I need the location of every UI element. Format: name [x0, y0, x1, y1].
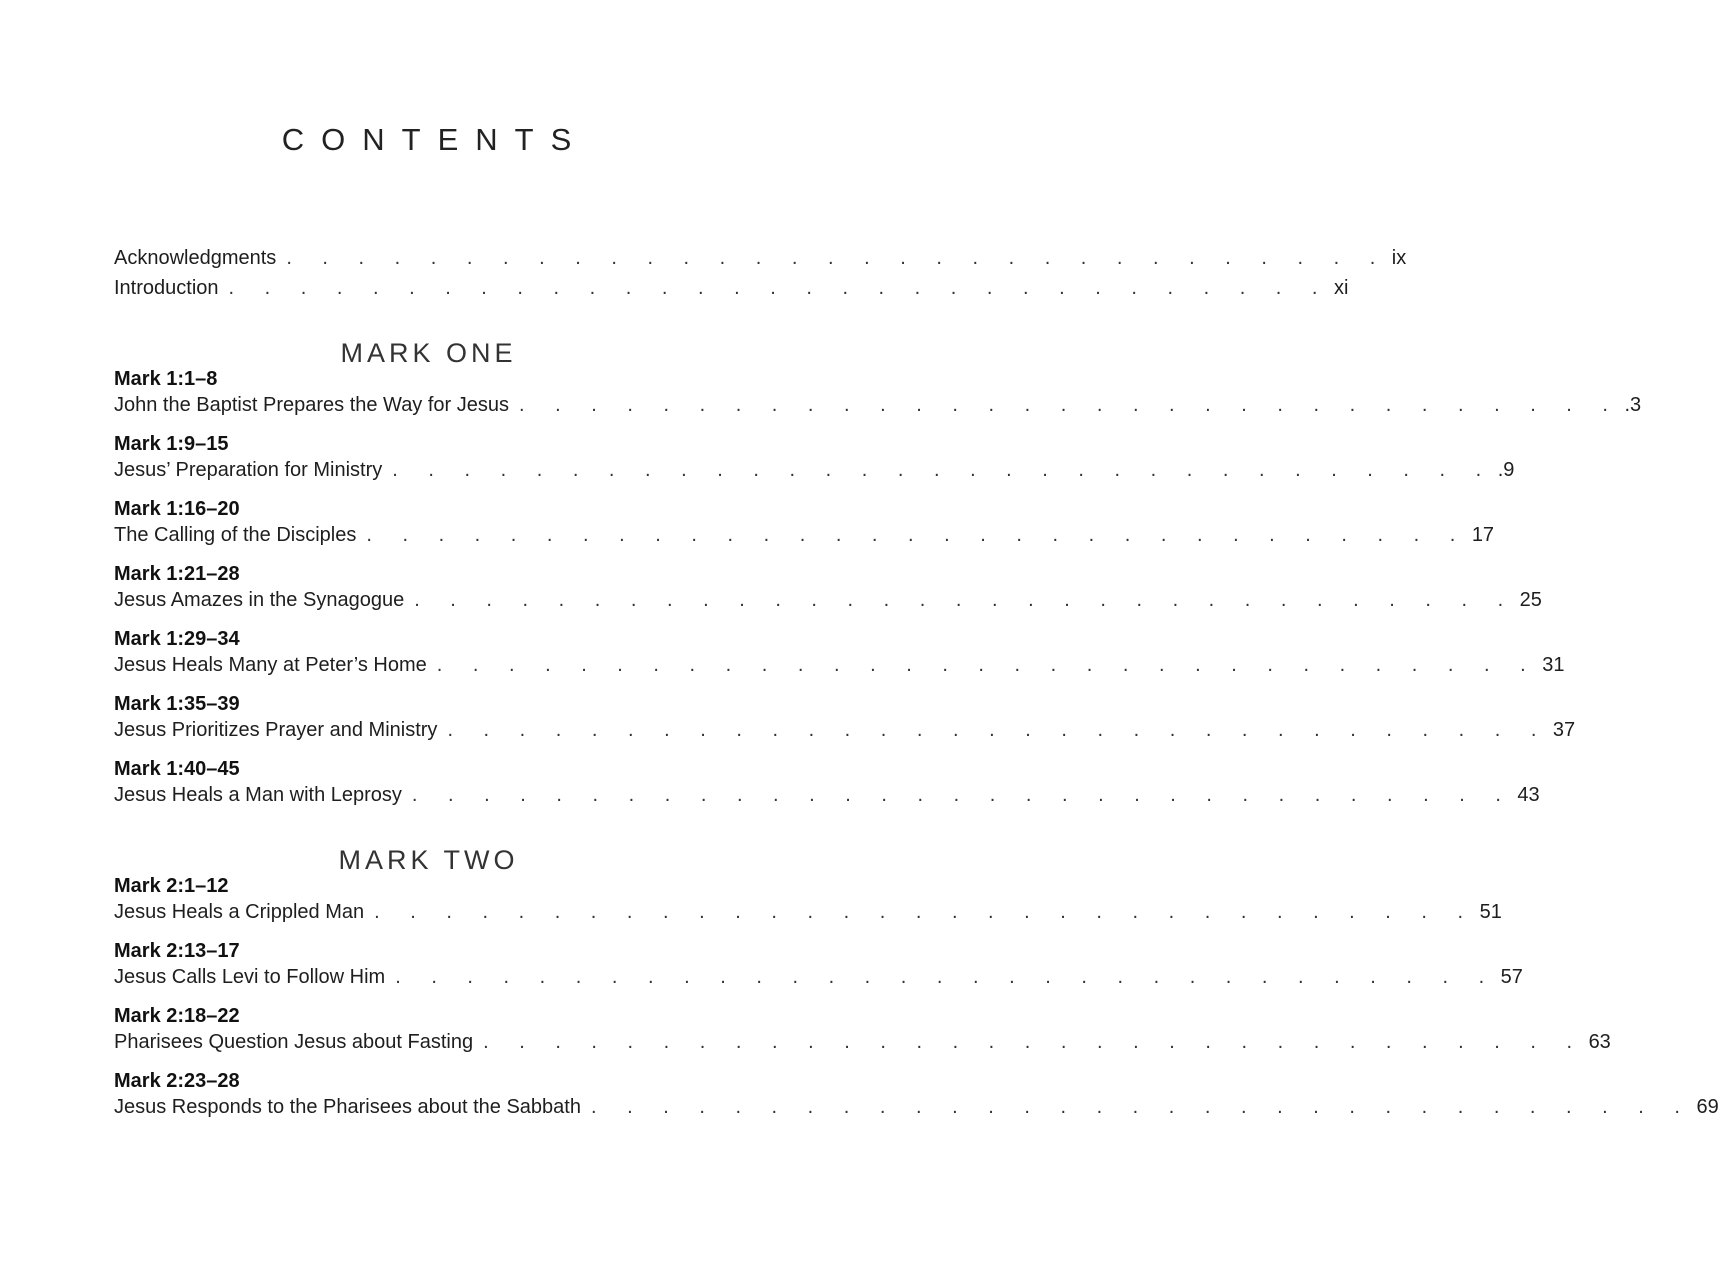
dot-leader: . . . . . . . . . . . . . . . . . . . . . . . . . . . . . . . — [392, 459, 1494, 481]
toc-entry-title: Jesus Heals a Man with Leprosy — [114, 784, 402, 806]
scripture-reference: Mark 2:18–22 — [114, 1005, 240, 1027]
toc-entry-title: Jesus Calls Levi to Follow Him — [114, 966, 386, 988]
scripture-reference: Mark 2:1–12 — [114, 875, 229, 897]
toc-page-number: 17 — [1471, 524, 1495, 546]
scripture-reference: Mark 2:13–17 — [114, 940, 240, 962]
scripture-reference: Mark 1:21–28 — [114, 563, 240, 585]
toc-row — [114, 392, 1642, 418]
dot-leader: . . . . . . . . . . . . . . . . . . . . . . . . . . . . . . . — [286, 247, 1388, 269]
toc-row — [114, 457, 1515, 483]
toc-entry[interactable] — [114, 562, 1542, 613]
dot-leader: . . . . . . . . . . . . . . . . . . . . . . . . . . . . . . . — [483, 1031, 1585, 1053]
toc-entry[interactable] — [114, 692, 1576, 743]
part-heading-mark-two: MARK TWO — [338, 845, 519, 875]
toc-entry[interactable] — [114, 757, 1540, 808]
toc-page-number: 31 — [1542, 654, 1565, 676]
front-matter-list — [114, 243, 1407, 303]
toc-entry-title: Jesus Heals Many at Peter’s Home — [114, 654, 427, 676]
toc-row — [114, 522, 1495, 548]
dot-leader: . . . . . . . . . . . . . . . . . . . . . . . . . . . . . . . — [395, 966, 1497, 988]
toc-page-number: xi — [1333, 277, 1349, 299]
dot-leader: . . . . . . . . . . . . . . . . . . . . . . . . . . . . . . . — [411, 784, 1514, 806]
toc-entry[interactable] — [114, 1004, 1611, 1055]
dot-leader: . . . . . . . . . . . . . . . . . . . . . . . . . . . . . . . — [366, 524, 1468, 546]
dot-leader: . . . . . . . . . . . . . . . . . . . . . . . . . . . . . . . — [228, 277, 1330, 299]
toc-page-number: 25 — [1519, 589, 1542, 611]
toc-entry[interactable] — [114, 367, 1642, 418]
dot-leader: . . . . . . . . . . . . . . . . . . . . . . . . . . . . . . . — [374, 901, 1476, 923]
toc-entry[interactable] — [114, 939, 1523, 990]
toc-entry-title: The Calling of the Disciples — [114, 524, 357, 546]
toc-row — [114, 652, 1565, 678]
dot-leader: . . . . . . . . . . . . . . . . . . . . . . . . . . . . . . . — [436, 654, 1539, 676]
toc-row — [114, 1029, 1611, 1055]
toc-row — [114, 1094, 1719, 1120]
toc-page-number: 51 — [1479, 901, 1502, 923]
scripture-reference: Mark 1:35–39 — [114, 693, 240, 715]
toc-entry-title: Jesus’ Preparation for Ministry — [114, 459, 383, 481]
toc-entry[interactable] — [114, 874, 1502, 925]
toc-entry-title: Jesus Responds to the Pharisees about the Sabbath — [114, 1096, 581, 1118]
toc-entry[interactable] — [114, 627, 1565, 678]
scripture-reference: Mark 1:40–45 — [114, 758, 240, 780]
part-heading-mark-one: MARK ONE — [340, 338, 517, 368]
toc-row — [114, 899, 1502, 925]
toc-entry-title: Introduction — [114, 277, 219, 299]
toc-page-number: 43 — [1517, 784, 1540, 806]
scripture-reference: Mark 1:9–15 — [114, 433, 229, 455]
scripture-reference: Mark 1:16–20 — [114, 498, 240, 520]
toc-entry-title: Jesus Amazes in the Synagogue — [114, 589, 405, 611]
toc-row-acknowledgments[interactable] — [114, 243, 1407, 273]
scripture-reference: Mark 1:1–8 — [114, 368, 218, 390]
toc-page-number: ix — [1391, 247, 1407, 269]
dot-leader: . . . . . . . . . . . . . . . . . . . . . . . . . . . . . . . — [519, 394, 1621, 416]
dot-leader: . . . . . . . . . . . . . . . . . . . . . . . . . . . . . . . — [447, 719, 1549, 741]
toc-page-number: 57 — [1500, 966, 1523, 988]
scripture-reference: Mark 1:29–34 — [114, 628, 240, 650]
toc-page-number: 37 — [1552, 719, 1576, 741]
toc-entry[interactable] — [114, 497, 1495, 548]
toc-entry-title: Acknowledgments — [114, 247, 277, 269]
toc-page-number: 63 — [1588, 1031, 1611, 1053]
toc-row — [114, 587, 1542, 613]
toc-page-number: 69 — [1696, 1096, 1719, 1118]
page-title: CONTENTS — [281, 122, 589, 157]
toc-row — [114, 782, 1540, 808]
toc-page-number: .3 — [1624, 394, 1642, 416]
toc-entry-title: Pharisees Question Jesus about Fasting — [114, 1031, 474, 1053]
toc-entry[interactable] — [114, 1069, 1719, 1120]
toc-entry-title: John the Baptist Prepares the Way for Jesus — [114, 394, 510, 416]
toc-entry-title: Jesus Prioritizes Prayer and Ministry — [114, 719, 438, 741]
scripture-reference: Mark 2:23–28 — [114, 1070, 240, 1092]
toc-page-number: .9 — [1497, 459, 1515, 481]
toc-entry-title: Jesus Heals a Crippled Man — [114, 901, 365, 923]
toc-row — [114, 717, 1576, 743]
dot-leader: . . . . . . . . . . . . . . . . . . . . . . . . . . . . . . . — [414, 589, 1516, 611]
toc-row — [114, 964, 1523, 990]
dot-leader: . . . . . . . . . . . . . . . . . . . . . . . . . . . . . . . — [590, 1096, 1693, 1118]
toc-row-introduction[interactable] — [114, 273, 1349, 303]
toc-entry[interactable] — [114, 432, 1515, 483]
